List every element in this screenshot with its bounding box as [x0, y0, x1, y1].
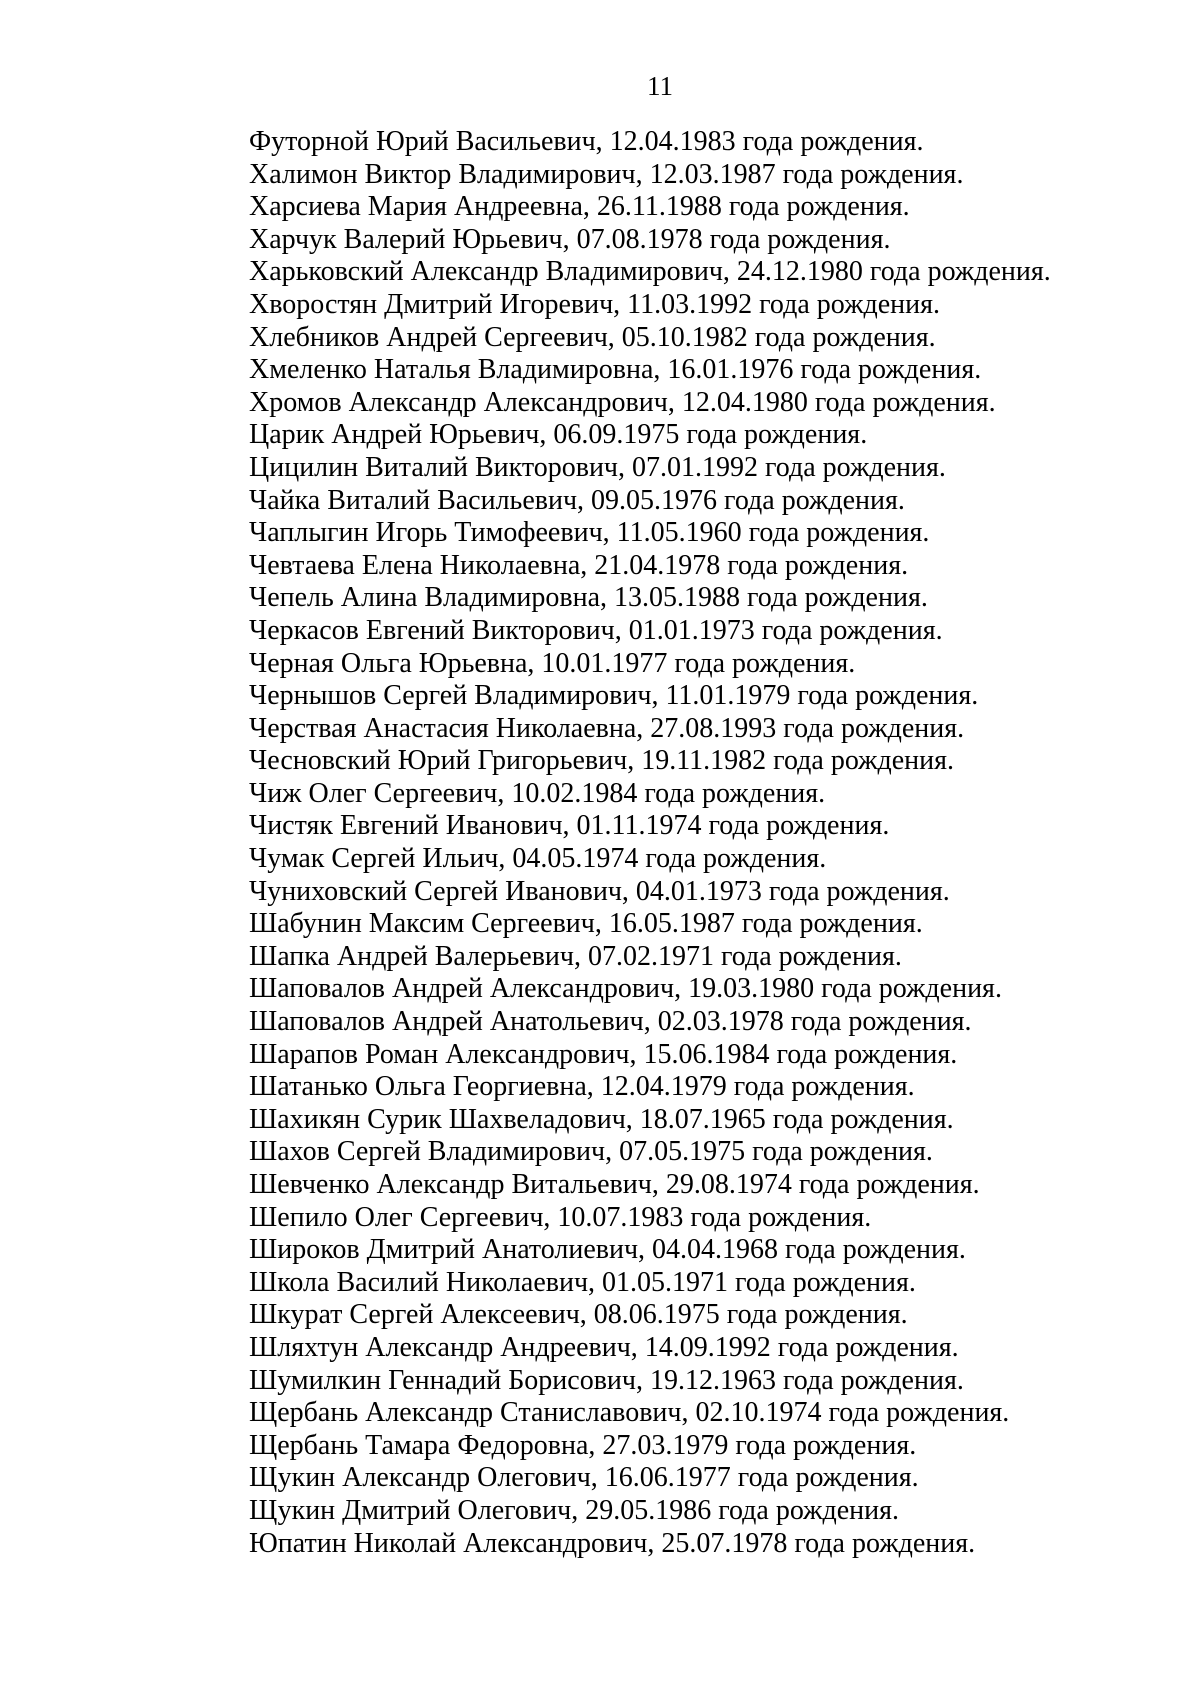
list-item: Щербань Александр Станиславович, 02.10.1974 года рождения. — [249, 1397, 1010, 1429]
list-item: Школа Василий Николаевич, 01.05.1971 года рождения. — [249, 1266, 916, 1298]
list-item: Шаповалов Андрей Александрович, 19.03.1980 года рождения. — [249, 973, 1002, 1005]
list-item: Юпатин Николай Александрович, 25.07.1978 года рождения. — [249, 1527, 976, 1559]
list-item: Харьковский Александр Владимирович, 24.12.1980 года рождения. — [249, 256, 1051, 288]
list-item: Чесновский Юрий Григорьевич, 19.11.1982 года рождения. — [249, 745, 955, 777]
list-item: Щербань Тамара Федоровна, 27.03.1979 года рождения. — [249, 1429, 917, 1461]
list-item: Царик Андрей Юрьевич, 06.09.1975 года рождения. — [249, 419, 868, 451]
list-item: Чайка Виталий Васильевич, 09.05.1976 года рождения. — [249, 484, 905, 516]
list-item: Хворостян Дмитрий Игоревич, 11.03.1992 года рождения. — [249, 288, 940, 320]
list-item: Щукин Дмитрий Олегович, 29.05.1986 года рождения. — [249, 1494, 900, 1526]
list-item: Черкасов Евгений Викторович, 01.01.1973 года рождения. — [249, 614, 943, 646]
list-item: Шевченко Александр Витальевич, 29.08.1974 года рождения. — [249, 1169, 980, 1200]
list-item: Щукин Александр Олегович, 16.06.1977 года рождения. — [249, 1462, 919, 1494]
list-item: Чаплыгин Игорь Тимофеевич, 11.05.1960 года рождения. — [249, 517, 930, 549]
list-item: Халимон Виктор Владимирович, 12.03.1987 года рождения. — [249, 158, 964, 190]
list-item: Шабунин Максим Сергеевич, 16.05.1987 года рождения. — [249, 908, 923, 940]
list-item: Чумак Сергей Ильич, 04.05.1974 года рождения. — [249, 843, 827, 875]
list-item: Хмеленко Наталья Владимировна, 16.01.1976 года рождения. — [249, 354, 982, 386]
list-item: Чуниховский Сергей Иванович, 04.01.1973 года рождения. — [249, 875, 950, 907]
list-item: Шаповалов Андрей Анатольевич, 02.03.1978 года рождения. — [249, 1006, 972, 1038]
list-item: Шатанько Ольга Георгиевна, 12.04.1979 года рождения. — [249, 1071, 915, 1103]
list-item: Шахикян Сурик Шахвеладович, 18.07.1965 года рождения. — [249, 1103, 954, 1135]
list-item: Чепель Алина Владимировна, 13.05.1988 года рождения. — [249, 582, 928, 614]
list-item: Чевтаева Елена Николаевна, 21.04.1978 года рождения. — [249, 549, 909, 581]
list-item: Шапка Андрей Валерьевич, 07.02.1971 года рождения. — [249, 940, 902, 972]
list-item: Харсиева Мария Андреевна, 26.11.1988 года рождения. — [249, 191, 910, 223]
list-item: Хромов Александр Александрович, 12.04.1980 года рождения. — [249, 386, 996, 418]
list-item: Широков Дмитрий Анатолиевич, 04.04.1968 года рождения. — [249, 1234, 966, 1266]
list-item: Цицилин Виталий Викторович, 07.01.1992 года рождения. — [249, 451, 946, 483]
list-item: Шарапов Роман Александрович, 15.06.1984 года рождения. — [249, 1038, 958, 1070]
list-item: Черная Ольга Юрьевна, 10.01.1977 года рождения. — [249, 647, 856, 679]
list-item: Черствая Анастасия Николаевна, 27.08.1993 года рождения. — [249, 712, 965, 744]
list-item: Чистяк Евгений Иванович, 01.11.1974 года рождения. — [249, 810, 890, 842]
page-number: 11 — [647, 71, 673, 101]
list-item: Харчук Валерий Юрьевич, 07.08.1978 года рождения. — [249, 223, 891, 255]
list-item: Чиж Олег Сергеевич, 10.02.1984 года рождения. — [249, 777, 826, 809]
list-item: Хлебников Андрей Сергеевич, 05.10.1982 года рождения. — [249, 321, 936, 353]
list-item: Чернышов Сергей Владимирович, 11.01.1979 года рождения. — [249, 680, 979, 712]
list-item: Шумилкин Геннадий Борисович, 19.12.1963 года рождения. — [249, 1364, 964, 1396]
list-item: Шляхтун Александр Андреевич, 14.09.1992 года рождения. — [249, 1331, 959, 1363]
list-item: Шахов Сергей Владимирович, 07.05.1975 года рождения. — [249, 1136, 933, 1168]
list-item: Шкурат Сергей Алексеевич, 08.06.1975 года рождения. — [249, 1299, 908, 1331]
list-item: Шепило Олег Сергеевич, 10.07.1983 года рождения. — [249, 1201, 872, 1233]
person-list — [249, 126, 1051, 1560]
list-item: Футорной Юрий Васильевич, 12.04.1983 года рождения. — [249, 126, 924, 157]
